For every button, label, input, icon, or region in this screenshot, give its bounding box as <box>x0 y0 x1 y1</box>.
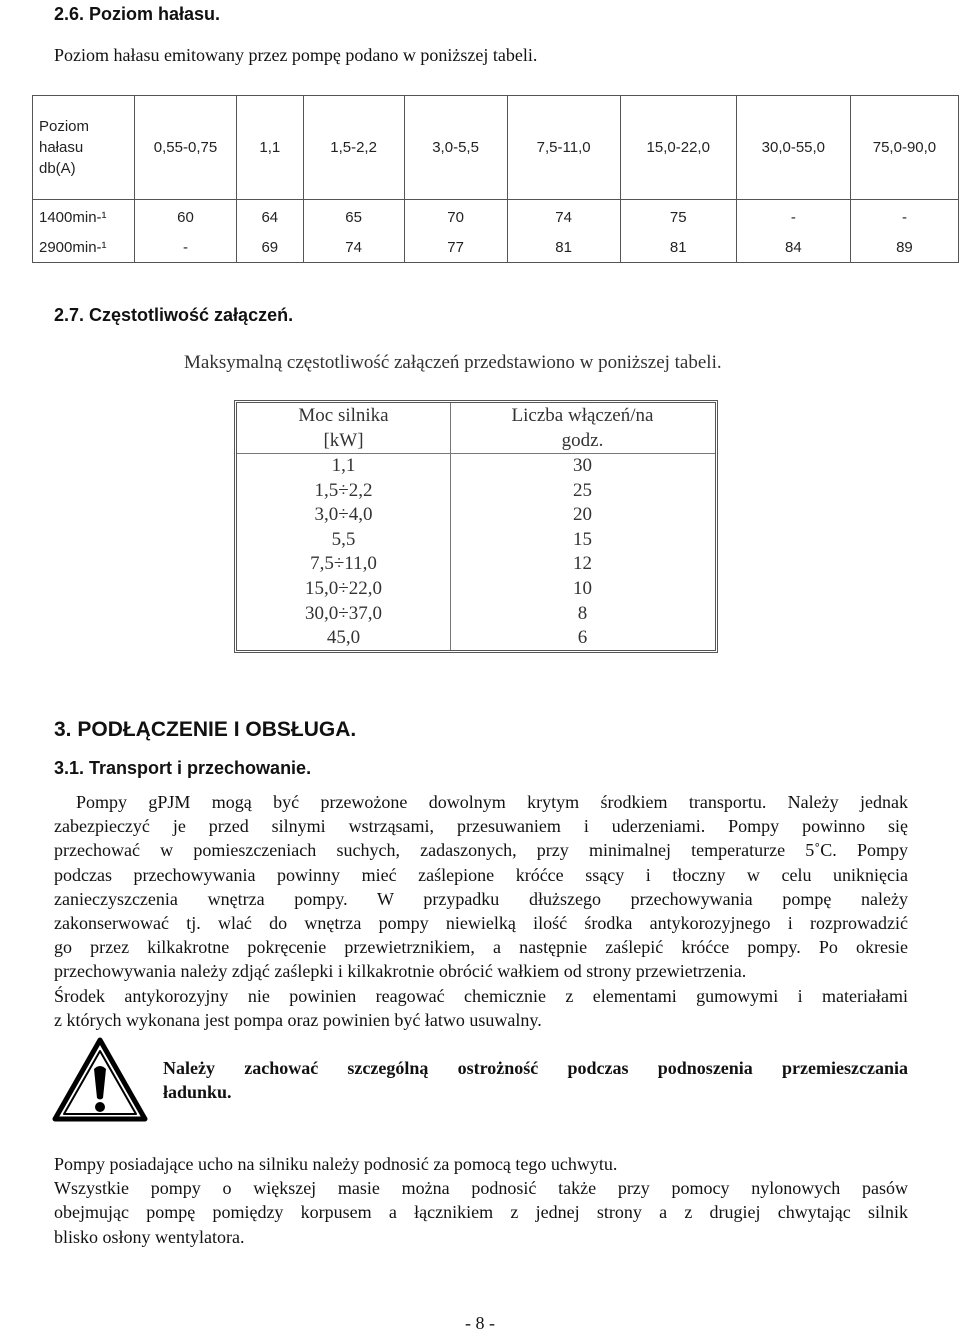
paragraph-line: Środek antykorozyjny nie powinien reagować chemicznie z elementami gumowymi i materiałami <box>54 985 908 1006</box>
table-cell: 77 <box>404 232 507 263</box>
header-line: Moc silnika <box>298 405 389 426</box>
warning-text <box>163 1056 908 1104</box>
count-value: 10 <box>573 577 592 599</box>
paragraph-line: Pompy gPJM mogą być przewożone dowolnym krytym środkiem transportu. Należy jednak <box>76 792 908 812</box>
section-heading-2-7: 2.7. Częstotliwość załączeń. <box>54 305 294 325</box>
table-cell: 75 <box>620 200 736 233</box>
paragraph-line: Wszystkie pompy o większej masie można podnosić także przy pomocy nylonowych pasów <box>54 1178 908 1199</box>
transport-paragraph <box>54 790 908 1032</box>
count-value: 15 <box>573 528 592 550</box>
table-cell: 64 <box>236 200 303 233</box>
exclamation-triangle-icon <box>52 1037 148 1122</box>
row-label: 2900min-¹ <box>33 232 135 263</box>
table-cell: 89 <box>850 232 958 263</box>
count-value: 25 <box>573 479 592 501</box>
table-cell: 84 <box>736 232 850 263</box>
count-column <box>450 454 715 651</box>
header-label-line: db(A) <box>39 160 76 177</box>
warning-line: Należy zachować szczególną ostrożność podczas podnoszenia przemieszczania <box>163 1058 908 1078</box>
header-line: Liczba włączeń/na <box>511 405 654 426</box>
header-line: [kW] <box>323 429 364 451</box>
table-cell: 69 <box>236 232 303 263</box>
header-line: godz. <box>561 429 604 451</box>
section-heading-3: 3. PODŁĄCZENIE I OBSŁUGA. <box>54 718 357 741</box>
header-label-line: hałasu <box>39 139 84 156</box>
table-cell: - <box>736 200 850 233</box>
column-header: 7,5-11,0 <box>507 96 620 200</box>
count-value: 8 <box>577 602 588 624</box>
column-header: 15,0-22,0 <box>620 96 736 200</box>
column-header: 1,5-2,2 <box>303 96 404 200</box>
table-cell: 81 <box>620 232 736 263</box>
count-value: 30 <box>573 455 592 476</box>
count-value: 12 <box>573 553 592 575</box>
paragraph-line: przechować w pomieszczeniach suchych, zadaszonych, przy minimalnej temperaturze 5˚C. Pompy <box>54 840 908 861</box>
table-cell: 74 <box>507 200 620 233</box>
paragraph-line: Pompy posiadające ucho na silniku należy podnosić za pomocą tego uchwytu. <box>54 1154 618 1174</box>
header-cell-count <box>450 404 715 453</box>
table-row <box>33 232 959 263</box>
power-value: 1,5÷2,2 <box>314 479 373 501</box>
power-value: 7,5÷11,0 <box>310 553 377 575</box>
paragraph-line: przechowywania należy zdjąć zaślepki i kilkakrotnie obrócić wałkiem od strony przewietrzenia. <box>54 961 747 982</box>
section-intro-2-6: Poziom hałasu emitowany przez pompę podano w poniższej tabeli. <box>54 45 538 65</box>
column-header: 75,0-90,0 <box>850 96 958 200</box>
table-cell: 70 <box>404 200 507 233</box>
section-subheading-3-1: 3.1. Transport i przechowanie. <box>54 758 312 778</box>
count-value: 6 <box>577 627 588 649</box>
power-value: 30,0÷37,0 <box>305 602 382 624</box>
header-label-line: Poziom <box>39 118 90 135</box>
count-value: 20 <box>573 504 592 526</box>
table-cell: 81 <box>507 232 620 263</box>
paragraph-line: z których wykonana jest pompa oraz powinien być łatwo usuwalny. <box>54 1009 542 1030</box>
power-value: 5,5 <box>331 528 356 550</box>
table-header-row <box>33 96 959 200</box>
paragraph-line: zanieczyszczenia wnętrza pompy. W przypadku dłuższego przechowywania pompę należy <box>54 888 908 909</box>
page-number: - 8 - <box>465 1313 495 1333</box>
lifting-paragraph <box>54 1152 908 1249</box>
header-label-cell <box>33 96 135 200</box>
header-cell-power <box>237 404 450 453</box>
power-column <box>237 454 450 651</box>
paragraph-line: go przez kilkakrotne pokręcenie przewietrznikiem, a następnie zaślepić króćce pompy. Po okresie <box>54 937 908 958</box>
table-cell: 74 <box>303 232 404 263</box>
column-header: 30,0-55,0 <box>736 96 850 200</box>
noise-level-table <box>32 95 959 263</box>
paragraph-line: blisko osłony wentylatora. <box>54 1226 245 1247</box>
switching-frequency-table <box>234 400 718 653</box>
row-label: 1400min-¹ <box>33 200 135 233</box>
power-value: 15,0÷22,0 <box>305 577 382 599</box>
table-cell: 65 <box>303 200 404 233</box>
power-value: 1,1 <box>331 455 356 476</box>
paragraph-line: podczas przechowywania powinny mieć zaślepione króćce ssący i tłoczny w celu uniknięcia <box>54 864 908 885</box>
section-intro-2-7: Maksymalną częstotliwość załączeń przedstawiono w poniższej tabeli. <box>184 352 722 373</box>
warning-line: ładunku. <box>163 1082 232 1102</box>
paragraph-line: obejmując pompę pomiędzy korpusem a łącznikiem z jednej strony a z drugiej chwytając silnik <box>54 1202 908 1223</box>
column-header: 3,0-5,5 <box>404 96 507 200</box>
column-header: 1,1 <box>236 96 303 200</box>
table-cell: - <box>850 200 958 233</box>
power-value: 45,0 <box>326 627 361 649</box>
power-value: 3,0÷4,0 <box>314 504 373 526</box>
column-header: 0,55-0,75 <box>134 96 236 200</box>
table-row <box>33 200 959 233</box>
table-cell: 60 <box>134 200 236 233</box>
table-cell: - <box>134 232 236 263</box>
paragraph-line: zabezpieczyć je przed silnymi wstrząsami, przesuwaniem i uderzeniami. Pompy powinno się <box>54 816 908 837</box>
paragraph-line: zakonserwować tj. wlać do wnętrza pompy niewielką ilość środka antykorozyjnego i rozprowadzić <box>54 913 908 934</box>
section-heading-2-6: 2.6. Poziom hałasu. <box>54 4 221 24</box>
